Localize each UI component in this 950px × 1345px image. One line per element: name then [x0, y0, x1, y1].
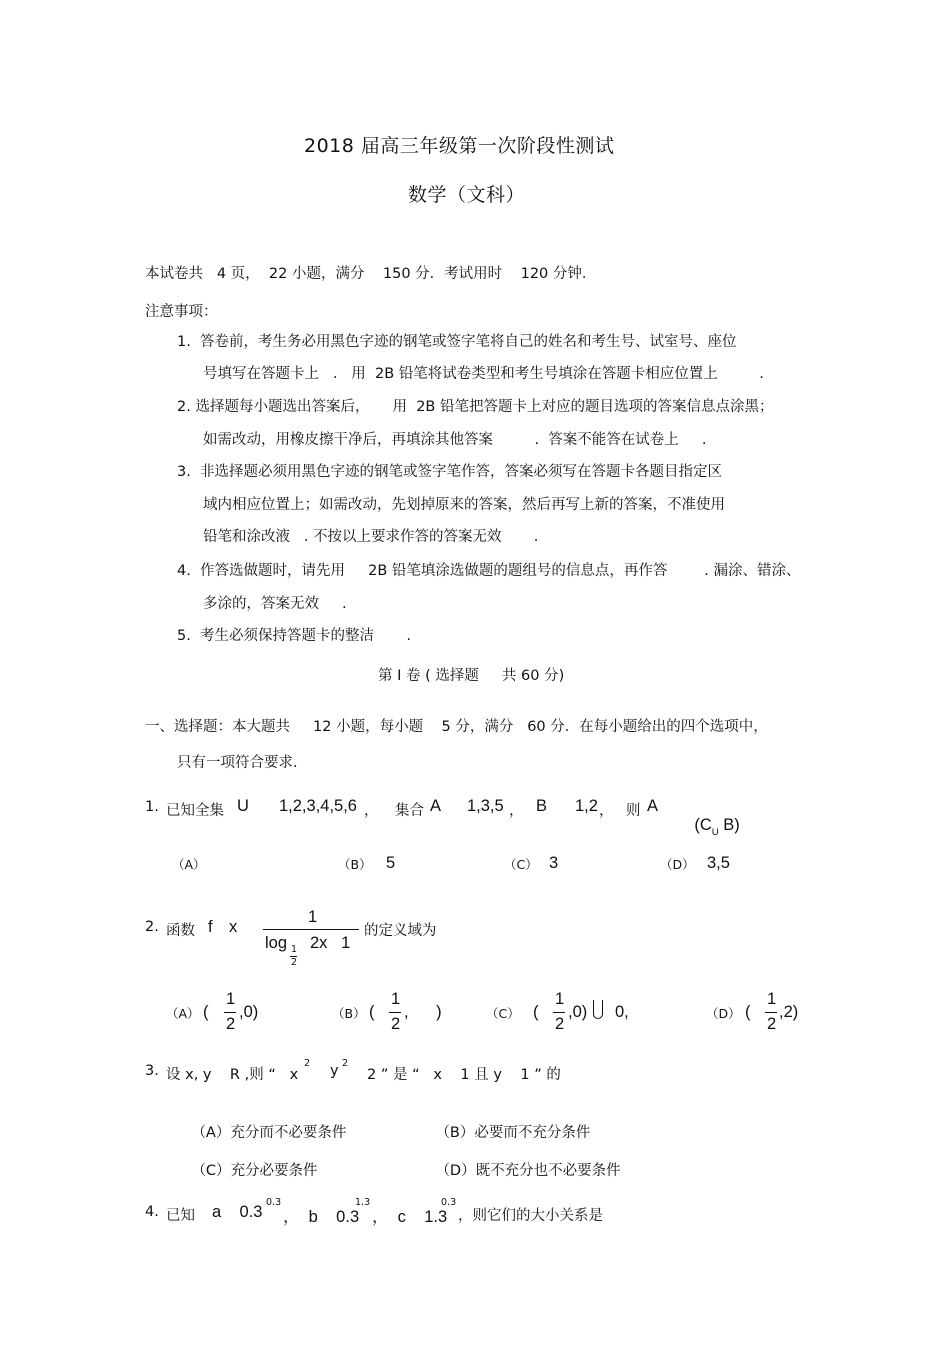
q1-setB: 1,2 [575, 797, 598, 815]
note-line: 如需改动，用橡皮擦干净后，再填涂其他答案 . 答案不能答在试卷上 . [203, 432, 707, 448]
note-line: 多涂的，答案无效 . [203, 596, 347, 612]
q3-option-label: （B） [435, 1125, 475, 1141]
q2-log-arg: 2x 1 [310, 934, 351, 952]
q4-c: ， c 1.3 [372, 1208, 448, 1226]
note-line: 号填写在答题卡上 . 用 2B 铅笔将试卷类型和考生号填涂在答题卡相应位置上 . [203, 366, 764, 382]
exam-subtitle: 数学（文科） [408, 184, 526, 206]
q1-option-C-label[interactable]: （C） [504, 857, 538, 872]
q2-option-B-rest: , ) [404, 1003, 442, 1021]
note-line: 铅笔和涂改液 . 不按以上要求作答的答案无效 . [203, 529, 539, 545]
q1-then: 则 [626, 803, 641, 819]
note-line: 3. 非选择题必须用黑色字迹的钢笔或签字笔作答，答案必须写在答题卡各题目指定区 [177, 464, 723, 480]
section-heading: 第 I 卷 ( 选择题 共 60 分) [378, 668, 565, 684]
q3-exp1: 2 [304, 1058, 311, 1069]
q2-log-base-den: 2 [291, 957, 298, 968]
q1-option-A-label[interactable]: （A） [172, 857, 206, 872]
q4-suffix: ，则它们的大小关系是 [458, 1208, 603, 1224]
q1-option-D-value: 3,5 [707, 854, 730, 872]
q1-U: U [237, 797, 249, 815]
q3-number: 3. [145, 1063, 159, 1079]
q2-func-word: 函数 [166, 923, 195, 939]
q3-option-label: （D） [435, 1163, 476, 1179]
note-line: 4. 作答选做题时，请先用 2B 铅笔填涂选做题的题组号的信息点，再作答 . 漏涂、错涂、 [177, 563, 801, 579]
q3-option-text: 既不充分也不必要条件 [475, 1163, 621, 1179]
q2-number: 2. [145, 919, 159, 935]
q1-setA: 1,3,5 [467, 797, 504, 815]
q1-option-D-label[interactable]: （D） [660, 857, 695, 872]
q2-option-A-bar [224, 1012, 236, 1013]
q1-comma: ， [509, 803, 524, 819]
q4-b-exp: 1.3 [355, 1197, 371, 1208]
q2-option-D-num: 1 [767, 990, 777, 1008]
q4-prefix: 已知 [166, 1208, 195, 1224]
q1-comma: ， [364, 803, 379, 819]
q2-option-B-bar [389, 1012, 401, 1013]
q1-option-B-value: 5 [386, 854, 396, 872]
note-line: 2. 选择题每小题选出答案后， 用 2B 铅笔把答题卡上对应的题目选项的答案信息点涂黑； [177, 399, 774, 415]
q2-option-A-den: 2 [226, 1015, 236, 1033]
q2-option-D-den: 2 [767, 1015, 777, 1033]
q2-option-C-union-tail: 0, [615, 1003, 629, 1021]
q2-option-B-num: 1 [391, 990, 401, 1008]
q2-option-C-label[interactable]: （C） [486, 1006, 520, 1021]
q2-option-A-rest: ,0) [239, 1003, 259, 1021]
note-line: 域内相应位置上；如需改动，先划掉原来的答案，然后再写上新的答案，不准使用 [203, 497, 725, 513]
q1-option-B-label[interactable]: （B） [338, 857, 372, 872]
q2-option-C-bar [553, 1012, 565, 1013]
q1-expr-close: B) [718, 816, 740, 834]
q1-set-word: 集合 [395, 803, 424, 819]
q2-option-B-label[interactable]: （B） [332, 1006, 366, 1021]
q2-suffix: 的定义域为 [364, 923, 437, 939]
q3-option-D[interactable] [417, 1143, 621, 1196]
q2-x: x [229, 918, 238, 936]
notes-heading: 注意事项： [145, 304, 218, 320]
q2-log: log [265, 934, 288, 952]
q3-option-label: （A） [191, 1125, 231, 1141]
q1-number: 1. [145, 799, 159, 815]
q2-option-D-open: ( [745, 1003, 751, 1021]
q3-exp2: 2 [342, 1058, 349, 1069]
q2-fraction-bar [263, 929, 359, 930]
q3-text: 设 x, y R ,则 “ x [166, 1067, 299, 1083]
q4-b: ， b 0.3 [283, 1208, 360, 1226]
section-instruction: 只有一项符合要求. [177, 755, 298, 771]
q3-mid: y [330, 1063, 339, 1079]
q2-option-A-num: 1 [226, 990, 236, 1008]
q1-expr [676, 797, 740, 854]
q2-option-C-rest: ,0) [568, 1003, 588, 1021]
note-line: 1. 答卷前，考生务必用黑色字迹的钢笔或签字笔将自己的姓名和考生号、试室号、座位 [177, 334, 737, 350]
q3-option-text: 充分而不必要条件 [230, 1125, 347, 1141]
q1-A: A [430, 797, 442, 815]
q2-option-A-label[interactable]: （A） [166, 1006, 200, 1021]
exam-summary: 本试卷共 4 页， 22 小题，满分 150 分．考试用时 120 分钟． [145, 266, 597, 282]
note-line: 5. 考生必须保持答题卡的整洁 . [177, 628, 411, 644]
exam-title: 2018 届高三年级第一次阶段性测试 [304, 135, 615, 157]
q3-tail: 2 ” 是 “ x 1 且 y 1 ” 的 [367, 1067, 561, 1083]
q2-option-D-bar [765, 1012, 777, 1013]
q4-a-exp: 0.3 [266, 1197, 282, 1208]
q1-comma: ， [599, 803, 614, 819]
q4-c-exp: 0.3 [441, 1197, 457, 1208]
q4-a: a 0.3 [212, 1203, 263, 1221]
q1-expr-open: (C [694, 816, 712, 834]
q1-expr-sub: U [711, 827, 719, 838]
q2-f: f [208, 918, 213, 936]
q2-option-C-open: ( [533, 1003, 539, 1021]
q2-option-B-open: ( [369, 1003, 375, 1021]
q3-option-label: （C） [191, 1163, 231, 1179]
q2-option-D-label[interactable]: （D） [706, 1006, 741, 1021]
q3-option-text: 充分必要条件 [230, 1163, 318, 1179]
q2-option-D-rest: ,2) [779, 1003, 799, 1021]
q1-setU: 1,2,3,4,5,6 [279, 797, 357, 815]
q4-number: 4. [145, 1204, 159, 1220]
q1-B: B [536, 797, 548, 815]
q2-option-C-den: 2 [555, 1015, 565, 1033]
q3-option-text: 必要而不充分条件 [474, 1125, 591, 1141]
q2-option-C-num: 1 [555, 990, 565, 1008]
section-instruction: 一、选择题：本大题共 12 小题，每小题 5 分，满分 60 分．在每小题给出的四个选项中， [145, 719, 768, 735]
q1-text: 已知全集 [166, 803, 224, 819]
union-symbol [593, 1000, 603, 1019]
q2-log-base-num: 1 [291, 944, 298, 955]
q1-option-C-value: 3 [549, 854, 559, 872]
q3-option-C[interactable] [173, 1143, 318, 1196]
q1-A2: A [647, 797, 659, 815]
q2-numerator: 1 [308, 908, 318, 926]
q2-option-A-open: ( [203, 1003, 209, 1021]
q2-option-B-den: 2 [391, 1015, 401, 1033]
